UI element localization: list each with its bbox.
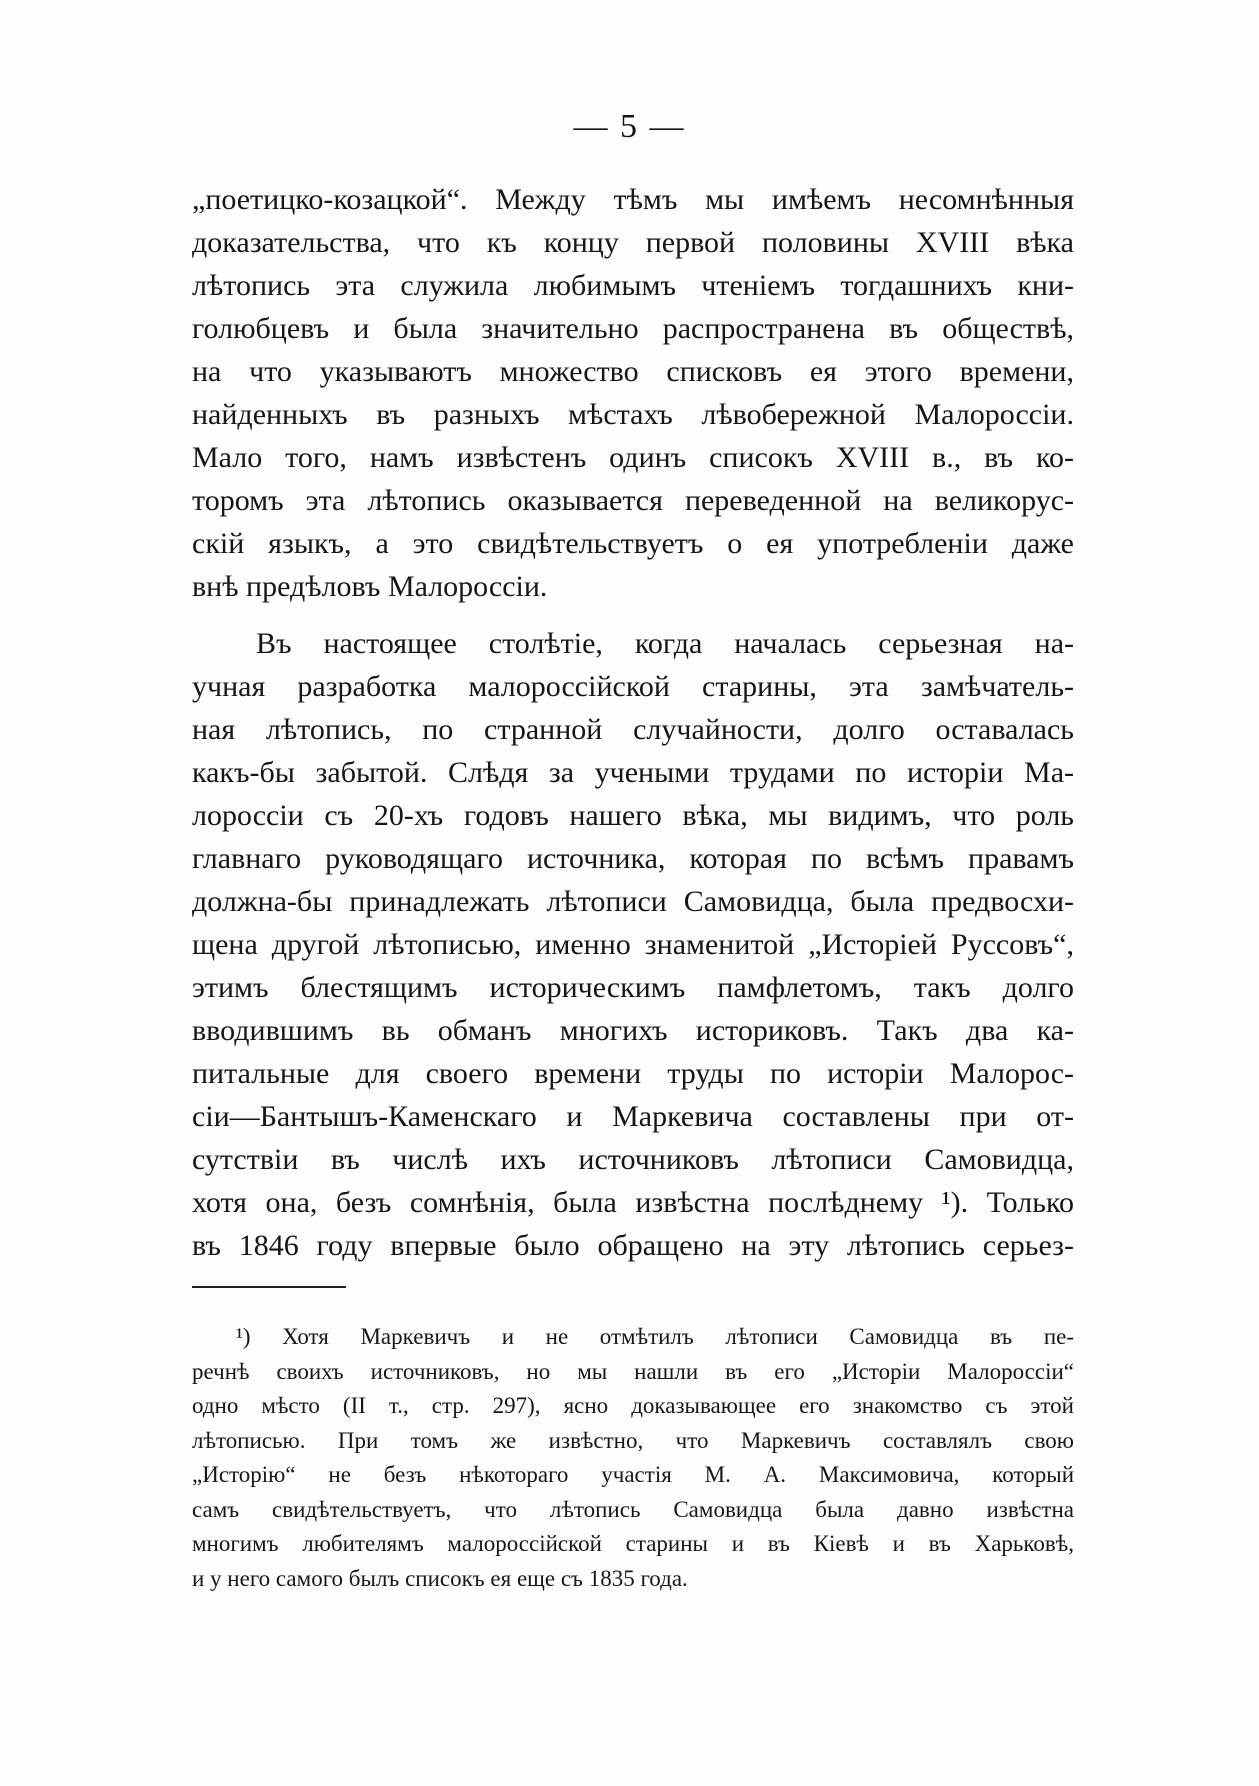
footnote-line: одно мѣсто (II т., стр. 297), ясно доказывающее его знакомство съ этой [192, 1393, 1074, 1418]
footnote-line: „Исторію“ не безъ нѣкотораго участія М. А. Максимовича, который [192, 1462, 1074, 1487]
text-line: лороссіи съ 20-хъ годовъ нашего вѣка, мы видимъ, что роль [192, 799, 1074, 832]
text-line: этимъ блестящимъ историческимъ памфлетомъ, такъ долго [192, 971, 1074, 1004]
text-line: найденныхъ въ разныхъ мѣстахъ лѣвобережной Малороссіи. [192, 398, 1074, 431]
text-line: голюбцевъ и была значительно распространена въ обществѣ, [192, 312, 1074, 345]
text-line: „поетицко-козацкой“. Между тѣмъ мы имѣемъ несомнѣнныя [192, 183, 1074, 216]
text-line: торомъ эта лѣтопись оказывается переведенной на великорус- [192, 484, 1074, 517]
text-line: щена другой лѣтописью, именно знаменитой „Исторіей Руссовъ“, [192, 928, 1074, 961]
text-line: хотя она, безъ сомнѣнія, была извѣстна послѣднему ¹). Только [192, 1186, 1074, 1219]
text-line: должна-бы принадлежать лѣтописи Самовидца, была предвосхи- [192, 885, 1074, 918]
text-line: главнаго руководящаго источника, которая по всѣмъ правамъ [192, 842, 1074, 875]
footnote-line: ¹) Хотя Маркевичъ и не отмѣтилъ лѣтописи Самовидца въ пе- [236, 1324, 1074, 1349]
footnote-line: речнѣ своихъ источниковъ, но мы нашли въ его „Исторіи Малороссіи“ [192, 1358, 1074, 1384]
page-number: — 5 — [573, 108, 686, 145]
text-line: внѣ предѣловъ Малороссіи. [192, 570, 548, 603]
footnote-line: лѣтописью. При томъ же извѣстно, что Маркевичъ составлялъ свою [192, 1427, 1074, 1453]
text-line: скій языкъ, а это свидѣтельствуетъ о ея употребленіи даже [192, 527, 1074, 560]
text-line: сіи—Бантышъ-Каменскаго и Маркевича составлены при от- [192, 1100, 1074, 1133]
text-line: питальные для своего времени труды по исторіи Малорос- [192, 1057, 1074, 1090]
text-line: лѣтопись эта служила любимымъ чтеніемъ тогдашнихъ кни- [192, 269, 1074, 302]
text-line: Въ настоящее столѣтіе, когда началась серьезная на- [256, 627, 1074, 660]
text-line: учная разработка малороссійской старины, эта замѣчатель- [192, 670, 1074, 703]
footnote-line: самъ свидѣтельствуетъ, что лѣтопись Самовидца была давно извѣстна [192, 1496, 1074, 1522]
text-line: въ 1846 году впервые было обращено на эту лѣтопись серьез- [192, 1229, 1074, 1262]
text-line: какъ-бы забытой. Слѣдя за учеными трудами по исторіи Ма- [192, 756, 1074, 789]
footnote-line: многимъ любителямъ малороссійской старины и въ Кіевѣ и въ Харьковѣ, [192, 1531, 1074, 1556]
main-text [192, 178, 1074, 1267]
footnote-line: и у него самого былъ списокъ ея еще съ 1835 года. [192, 1565, 688, 1591]
footnote [192, 1320, 1074, 1596]
paragraph-1 [192, 178, 1074, 608]
text-line: Мало того, намъ извѣстенъ одинъ списокъ XVIII в., въ ко- [192, 441, 1074, 474]
paragraph-gap [192, 608, 1074, 622]
text-line: ная лѣтопись, по странной случайности, долго оставалась [192, 713, 1074, 746]
text-line: на что указываютъ множество списковъ ея этого времени, [192, 355, 1074, 388]
text-line: доказательства, что къ концу первой половины XVIII вѣка [192, 226, 1074, 259]
footnote-divider [192, 1286, 346, 1288]
text-line: сутствіи въ числѣ ихъ источниковъ лѣтописи Самовидца, [192, 1143, 1074, 1176]
text-line: вводившимъ вь обманъ многихъ историковъ. Такъ два ка- [192, 1014, 1074, 1047]
paragraph-2 [192, 622, 1074, 1267]
